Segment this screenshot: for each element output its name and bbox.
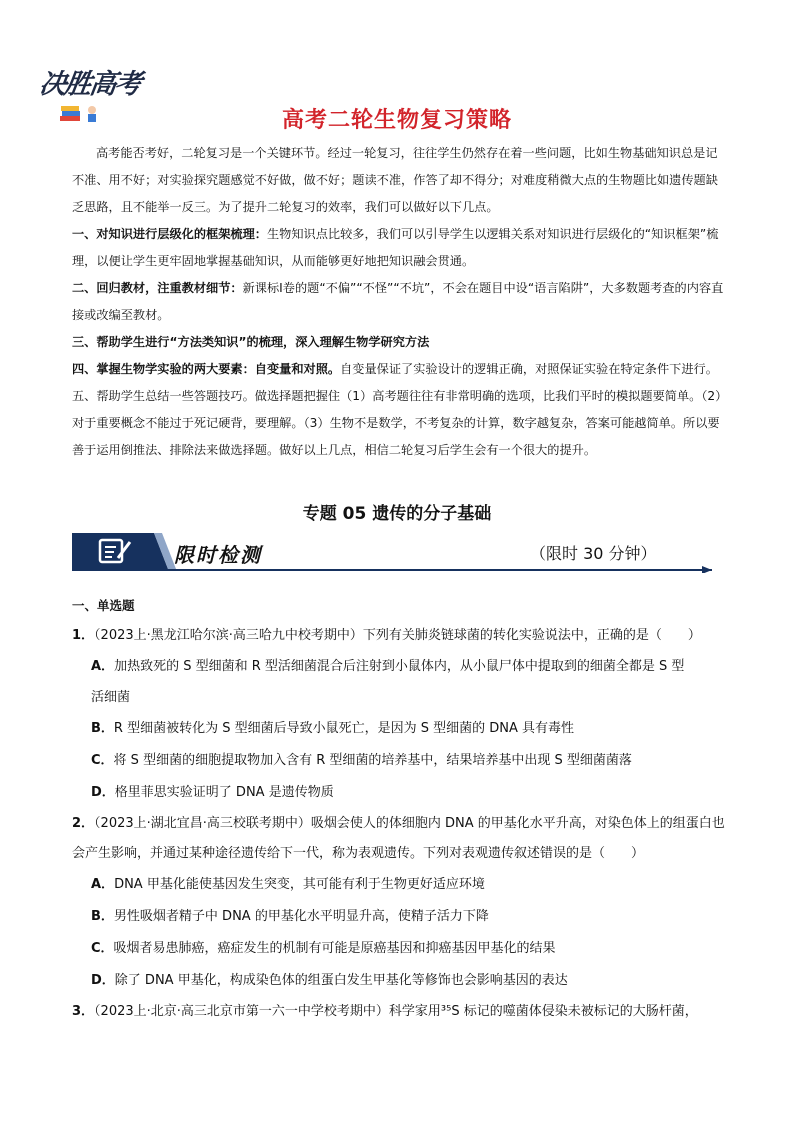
question-text: （2023上·黑龙江哈尔滨·高三哈九中校考期中）下列有关肺炎链球菌的转化实验说法中，正确的是（ ） bbox=[94, 628, 701, 643]
question-text: （2023上·北京·高三北京市第一六一中学校考期中）科学家用³⁵S 标记的噬菌体侵染未被标记的大肠杆菌， bbox=[94, 1004, 698, 1019]
timed-test-banner bbox=[72, 533, 712, 573]
option-a: A．加热致死的 S 型细菌和 R 型活细菌混合后注射到小鼠体内，从小鼠尸体中提取到的细菌全都是 S 型 bbox=[91, 659, 685, 674]
question-stem bbox=[72, 621, 727, 651]
option-a-continued: 活细菌 bbox=[91, 690, 131, 705]
intro-paragraph: 高考能否考好，二轮复习是一个关键环节。经过一轮复习，往往学生仍然存在着一些问题，比如生物基础知识总是记不准、用不好；对实验探究题感觉不好做，做不好；题读不准，作答了却不得分；对难度稍微大点的生物题比如遗传题缺乏思路，且不能举一反三。为了提升二轮复习的效率，我们可以做好以下几点。 bbox=[72, 146, 718, 214]
question-number: 2． bbox=[72, 816, 95, 831]
strategy-item-4 bbox=[72, 356, 724, 383]
option-c: C．将 S 型细菌的细胞提取物加入含有 R 型细菌的培养基中，结果培养基中出现 S 型细菌菌落 bbox=[91, 753, 632, 768]
question-text: （2023上·湖北宜昌·高三校联考期中）吸烟会使人的体细胞内 DNA 的甲基化水平升高，对染色体上的组蛋白也会产生影响，并通过某种途径遗传给下一代，称为表观遗传。下列对表观遗传叙述错误的是（ ） bbox=[72, 816, 725, 861]
page-title: 高考二轮生物复习策略 bbox=[281, 108, 512, 133]
option-b: B．R 型细菌被转化为 S 型细菌后导致小鼠死亡，是因为 S 型细菌的 DNA 具有毒性 bbox=[91, 721, 575, 736]
strategy-item-5: 五、帮助学生总结一些答题技巧。做选择题把握住（1）高考题往往有非常明确的选项，比我们平时的模拟题要简单。（2）对于重要概念不能过于死记硬背，要理解。（3）生物不是数学，不考复杂的计算，数字越复杂，答案可能越简单。所以要善于运用倒推法、排除法来做选择题。做好以上几点，相信二轮复习后学生会有一个很大的提升。 bbox=[72, 389, 722, 457]
option-a: A．DNA 甲基化能使基因发生突变，其可能有利于生物更好适应环境 bbox=[91, 877, 485, 892]
question-1 bbox=[72, 621, 727, 809]
strategy-item-2 bbox=[72, 275, 724, 329]
strategy-text: 生物知识点比较多，我们可以引导学生以逻辑关系对知识进行层级化的“知识框架”梳理，以便让学生更牢固地掌握基础知识，从而能够更好地把知识融会贯通。 bbox=[72, 227, 719, 268]
intro-section bbox=[72, 140, 724, 464]
strategy-text: 新课标Ⅰ卷的题“不偏”“不怪”“不坑”，不会在题目中设“语言陷阱”，大多数题考查的内容直接或改编至教材。 bbox=[72, 281, 724, 322]
question-2 bbox=[72, 809, 727, 997]
question-number: 3． bbox=[72, 1004, 95, 1019]
question-number: 1． bbox=[72, 628, 95, 643]
strategy-heading: 一、对知识进行层级化的框架梳理： bbox=[72, 227, 267, 241]
strategy-heading: 二、回归教材，注重教材细节： bbox=[72, 281, 243, 295]
option-b: B．男性吸烟者精子中 DNA 的甲基化水平明显升高，使精子活力下降 bbox=[91, 909, 489, 924]
question-stem bbox=[72, 809, 727, 869]
option-d: D．格里菲思实验证明了 DNA 是遗传物质 bbox=[91, 785, 334, 800]
section-heading: 一、单选题 bbox=[72, 598, 135, 613]
banner-label: 限时检测 bbox=[174, 543, 262, 567]
strategy-text: 自变量保证了实验设计的逻辑正确，对照保证实验在特定条件下进行。 bbox=[340, 362, 718, 376]
notepad-icon bbox=[96, 536, 136, 566]
strategy-heading: 四、掌握生物学实验的两大要素：自变量和对照。 bbox=[72, 362, 341, 376]
question-list bbox=[72, 595, 727, 1027]
logo-text: 决胜高考 bbox=[37, 69, 142, 100]
strategy-item-3 bbox=[72, 329, 724, 356]
time-limit: （限时 30 分钟） bbox=[530, 544, 657, 563]
option-d: D．除了 DNA 甲基化，构成染色体的组蛋白发生甲基化等修饰也会影响基因的表达 bbox=[91, 973, 568, 988]
strategy-item-1 bbox=[72, 221, 724, 275]
question-stem bbox=[72, 997, 727, 1027]
question-3 bbox=[72, 997, 727, 1027]
topic-title: 专题 05 遗传的分子基础 bbox=[302, 504, 492, 524]
strategy-heading: 三、帮助学生进行“方法类知识”的梳理，深入理解生物学研究方法 bbox=[72, 335, 430, 349]
option-c: C．吸烟者易患肺癌，癌症发生的机制有可能是原癌基因和抑癌基因甲基化的结果 bbox=[91, 941, 556, 956]
